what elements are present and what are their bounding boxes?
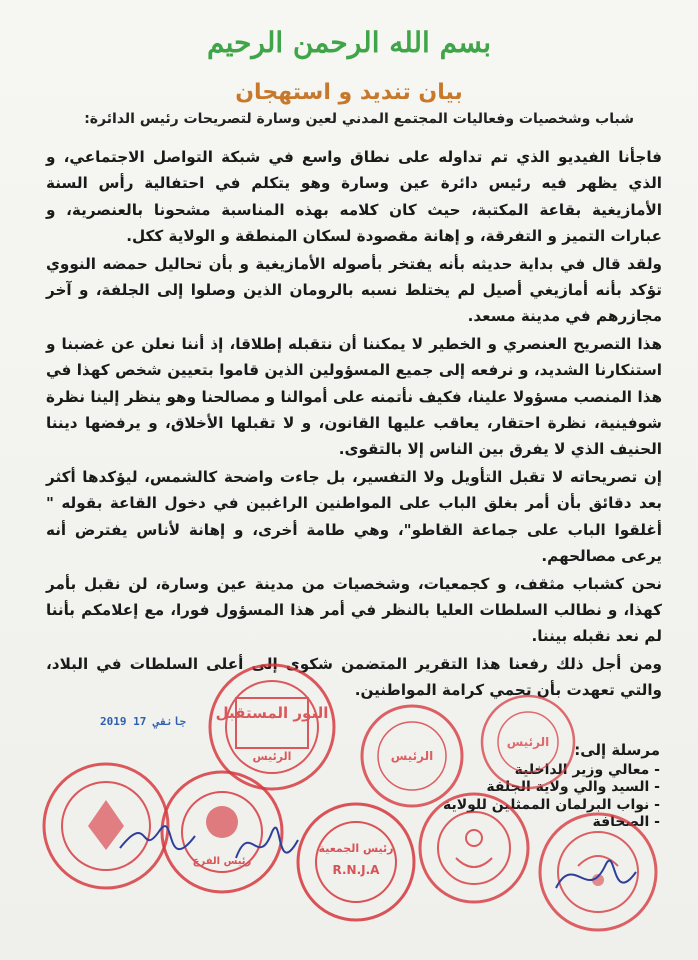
recipient-item: - معالي وزير الداخلية	[360, 762, 660, 780]
intro-line: شباب وشخصيات وفعاليات المجتمع المدني لعين وسارة لتصريحات رئيس الدائرة:	[84, 111, 634, 127]
statement-title: بيان تنديد و استهجان	[235, 80, 463, 105]
association-stamp-icon	[362, 706, 462, 806]
stamp-text: رئيس الفرع	[192, 856, 252, 867]
association-stamp-icon	[44, 764, 168, 888]
stamp-text: رئيس الجمعية	[318, 842, 394, 855]
date-stamp: 2019 جانفي 17	[100, 715, 187, 728]
recipient-item: - الصحافة	[360, 814, 660, 832]
paragraph: فاجأنا الفيديو الذي تم تداوله على نطاق واسع في شبكة التواصل الاجتماعي، و الذي يظهر فيه رئيس دائرة عين وسارة وهو يتكلم في احتفالية رأس السنة الأمازيغية بقاعة المكتبة، حيث كان كلامه بهذه المناسبة مشحونا بالعنصرية، و عبارات التميز و التفرقة، و إهانة مقصودة لسكان المنطقة و الولاية ككل.	[46, 148, 662, 246]
basmala-heading: بسم الله الرحمن الرحيم	[207, 26, 491, 59]
stamp-text: النور المستقبل	[215, 704, 329, 722]
paragraph: نحن كشباب مثقف، و كجمعيات، وشخصيات من مدينة عين وسارة، لن نقبل بأمر كهذا، و نطالب السلطات العليا بالنظر في أمر هذا المسؤول فورا، مع إعلامكم بأننا لم نعد نقبله بيننا.	[46, 574, 662, 646]
stamp-text: الرئيس	[252, 750, 292, 763]
association-stamp-icon	[420, 794, 528, 902]
recipient-item: - نواب البرلمان الممثلين للولاية	[360, 797, 660, 815]
association-stamp-icon	[210, 665, 334, 789]
paragraph: ومن أجل ذلك رفعنا هذا التقرير المتضمن شكوى إلى أعلى السلطات في البلاد، والتي تعهدت بأن تحمي كرامة المواطنين.	[46, 654, 662, 700]
association-stamp-icon	[482, 696, 574, 788]
association-stamp-icon	[540, 814, 656, 930]
recipient-item: - السيد والي ولاية الجلفة	[360, 779, 660, 797]
stamp-text: الرئيس	[390, 749, 434, 763]
paragraph: ولقد قال في بداية حديثه بأنه يفتخر بأصوله الأمازيغية و بأن تحاليل حمضه النووي تؤكد بأنه أمازيغي أصيل لم يختلط نسبه بالرومان الذين وصلوا إلى الجلفة، و آخر مجازرهم في مدينة مسعد.	[46, 254, 662, 326]
association-stamp-icon	[298, 804, 414, 920]
paragraph: هذا التصريح العنصري و الخطير لا يمكننا أن نتقبله إطلاقا، إذ أننا نعلن عن غضبنا و استنكارنا الشديد، و نرفعه إلى جميع المسؤولين الذين قاموا بتعيين شخص كهذا في هذا المنصب مسؤولا علينا، فكيف نأتمنه على أموالنا و مصالحنا وهو ينظر إلينا نظرة شوفينية، نظرة احتقار، يعاقب عليها القانون، و لا تقبلها الأخلاق، و يرفضها ديننا الحنيف الذي لا يفرق بين الناس إلا بالتقوى.	[46, 334, 662, 459]
recipients-heading: مرسلة إلى:	[574, 741, 660, 759]
paragraph: إن تصريحاته لا تقبل التأويل ولا التفسير، بل جاءت واضحة كالشمس، ليؤكدها أكثر بعد دقائق بأن أمر بغلق الباب على المواطنين الراغبين في دخول القاعة بقوله " أغلقوا الباب على جماعة القاطو"، وهي طامة أخرى، و إهانة لأناس يفترض أنه يرعى مصالحهم.	[46, 467, 662, 566]
association-stamp-icon	[162, 772, 282, 892]
stamp-text: R.N.J.A	[332, 863, 380, 877]
stamp-text: الرئيس	[506, 735, 550, 749]
